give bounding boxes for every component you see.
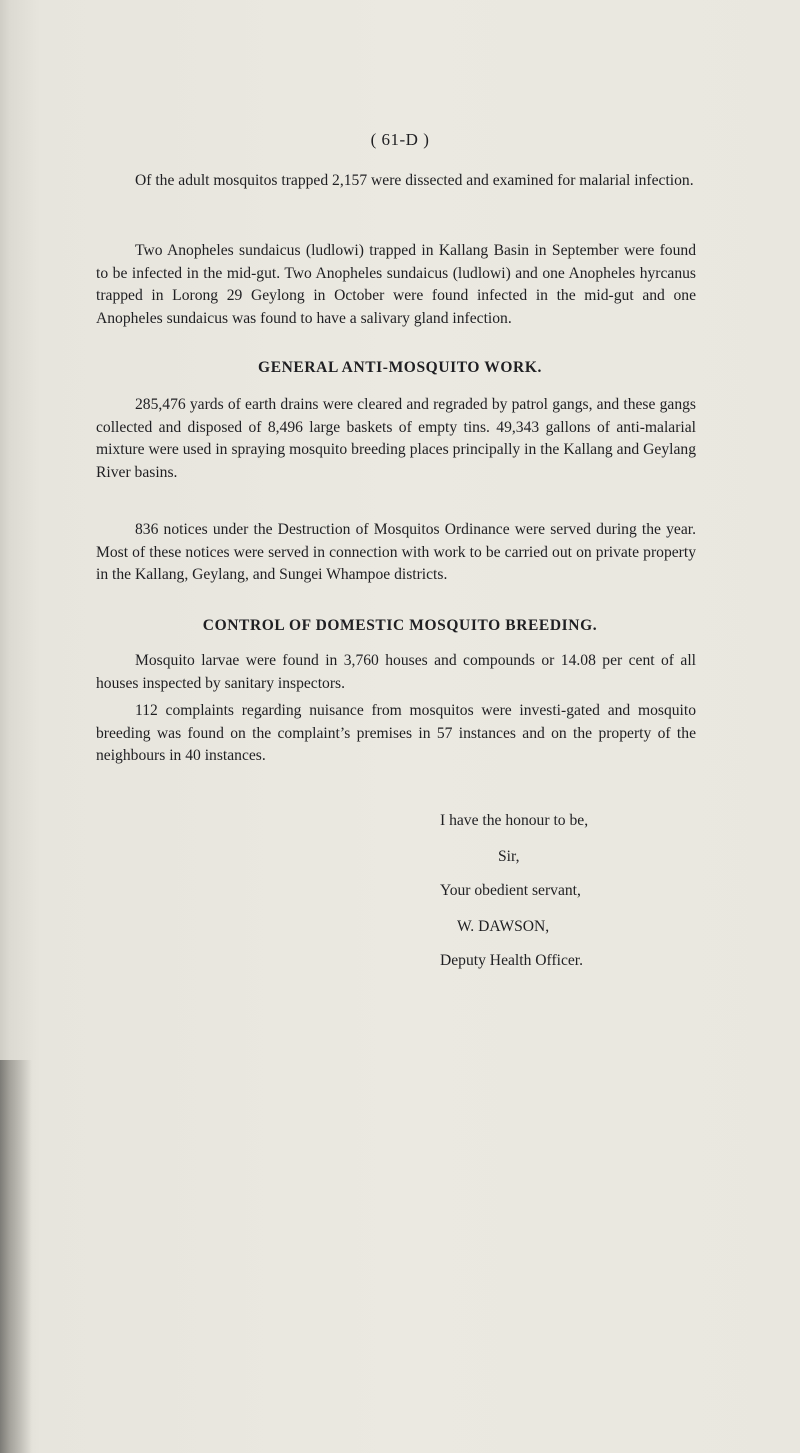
closing-servant: Your obedient servant, [440,882,581,899]
closing-salutation: Sir, [498,848,520,865]
page-number: ( 61-D ) [370,130,430,149]
heading-general-anti-mosquito-work: GENERAL ANTI-MOSQUITO WORK. [258,359,542,376]
paragraph-drains: 285,476 yards of earth drains were cleared and regraded by patrol gangs, and these gangs collected and disposed of 8,496 large baskets of empty tins. 49,343 gallons of anti-malarial mixture were used in spraying mosquito breeding places principally in the Kallang and Geylang River basins. [96,396,696,481]
signatory-name: W. DAWSON, [457,918,550,935]
paragraph-notices: 836 notices under the Destruction of Mosquitos Ordinance were served during the year. Most of these notices were served in connection with work to be carried out on private property in the Kallang, Geylang, and Sungei Whampoe districts. [96,521,696,583]
paragraph-larvae: Mosquito larvae were found in 3,760 houses and compounds or 14.08 per cent of all houses inspected by sanitary inspectors. [96,652,696,692]
closing-honour: I have the honour to be, [440,812,589,829]
paragraph-dissected: Of the adult mosquitos trapped 2,157 were dissected and examined for malarial infection. [135,172,694,189]
heading-control-of-domestic-mosquito-breeding: CONTROL OF DOMESTIC MOSQUITO BREEDING. [202,617,598,634]
page-edge-shadow [0,1060,32,1453]
paragraph-infected: Two Anopheles sundaicus (ludlowi) trapped in Kallang Basin in September were found to be infected in the mid-gut. Two Anopheles sundaicus (ludlowi) and one Anopheles hyrcanus trapped in Lorong 29 Geylong in October were found infected in the mid-gut and one Anopheles sundaicus was found to have a salivary gland infection. [96,242,696,327]
signatory-title: Deputy Health Officer. [440,952,584,969]
paragraph-complaints: 112 complaints regarding nuisance from mosquitos were investi-gated and mosquito breeding was found on the complaint’s premises in 57 instances and on the property of the neighbours in 40 instances. [96,702,696,764]
